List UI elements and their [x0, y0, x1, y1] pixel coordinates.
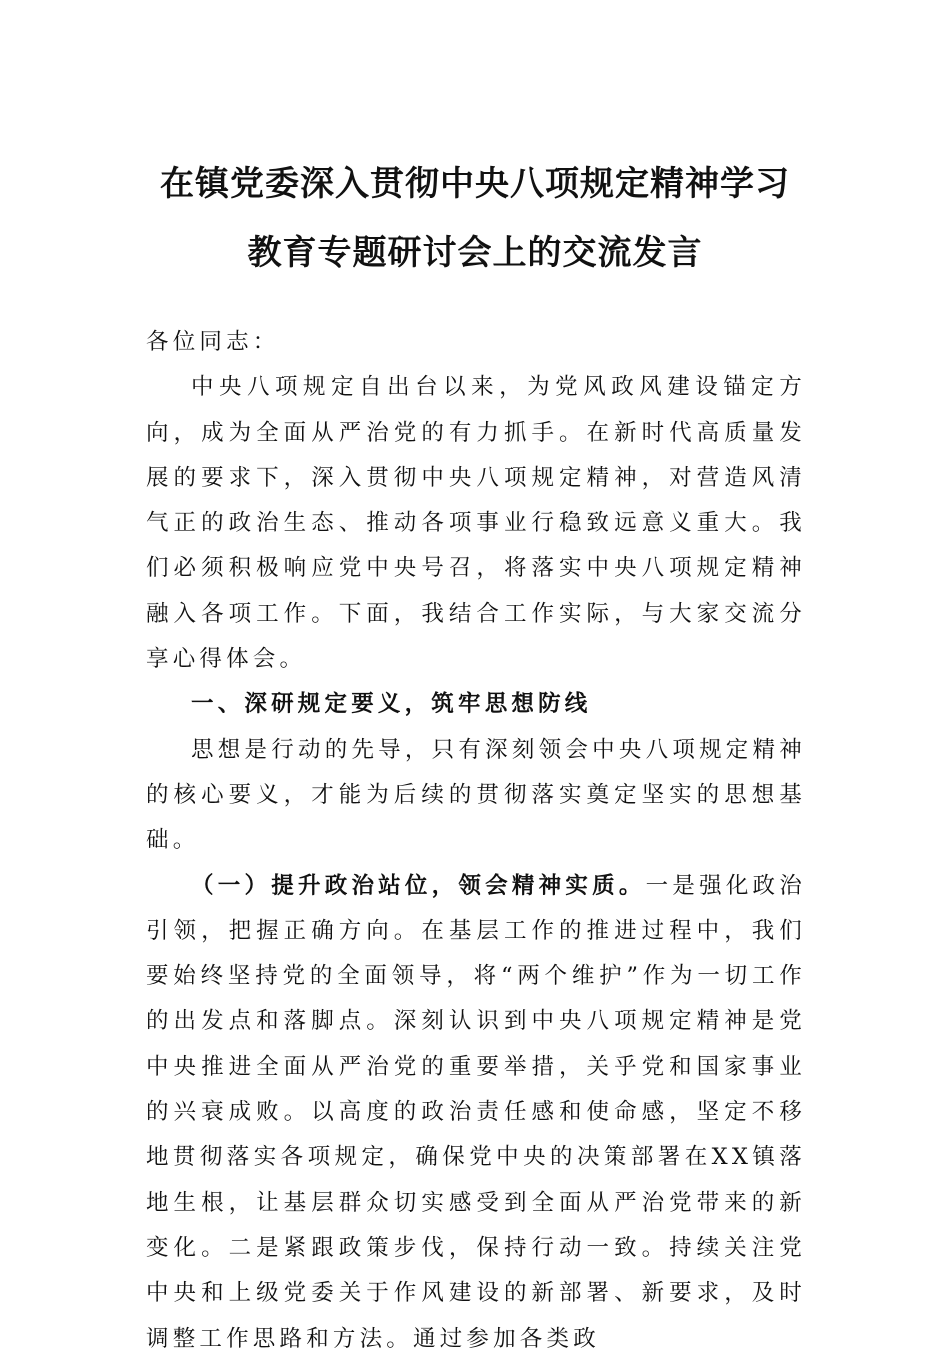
document-body: [146, 320, 806, 1362]
subsection-title-1: （一）提升政治站位，领会精神实质。: [191, 872, 646, 899]
paragraph-intro: 中央八项规定自出台以来，为党风政风建设锚定方向，成为全面从严治党的有力抓手。在新时代高质量发展的要求下，深入贯彻中央八项规定精神，对营造风清气正的政治生态、推动各项事业行稳致远意义重大。我们必须积极响应党中央号召，将落实中央八项规定精神融入各项工作。下面，我结合工作实际，与大家交流分享心得体会。: [146, 374, 806, 673]
document-title-line-1: 在镇党委深入贯彻中央八项规定精神学习: [160, 164, 790, 204]
paragraph-section1-lead: 思想是行动的先导，只有深刻领会中央八项规定精神的核心要义，才能为后续的贯彻落实奠定坚实的思想基础。: [146, 736, 806, 854]
document-title-line-2: 教育专题研讨会上的交流发言: [247, 233, 703, 273]
subsection-body-1: 一是强化政治引领，把握正确方向。在基层工作的推进过程中，我们要始终坚持党的全面领导，将“两个维护”作为一切工作的出发点和落脚点。深刻认识到中央八项规定精神是党中央推进全面从严治党的重要举措，关乎党和国家事业的兴衰成败。以高度的政治责任感和使命感，坚定不移地贯彻落实各项规定，确保党中央的决策部署在XX镇落地生根，让基层群众切实感受到全面从严治党带来的新变化。二是紧跟政策步伐，保持行动一致。持续关注党中央和上级党委关于作风建设的新部署、新要求，及时调整工作思路和方法。通过参加各类政: [146, 872, 806, 1352]
paragraph-subsection1: [146, 864, 806, 1362]
greeting: 各位同志：: [146, 329, 280, 355]
section-heading-1: 一、深研规定要义，筑牢思想防线: [191, 691, 592, 718]
